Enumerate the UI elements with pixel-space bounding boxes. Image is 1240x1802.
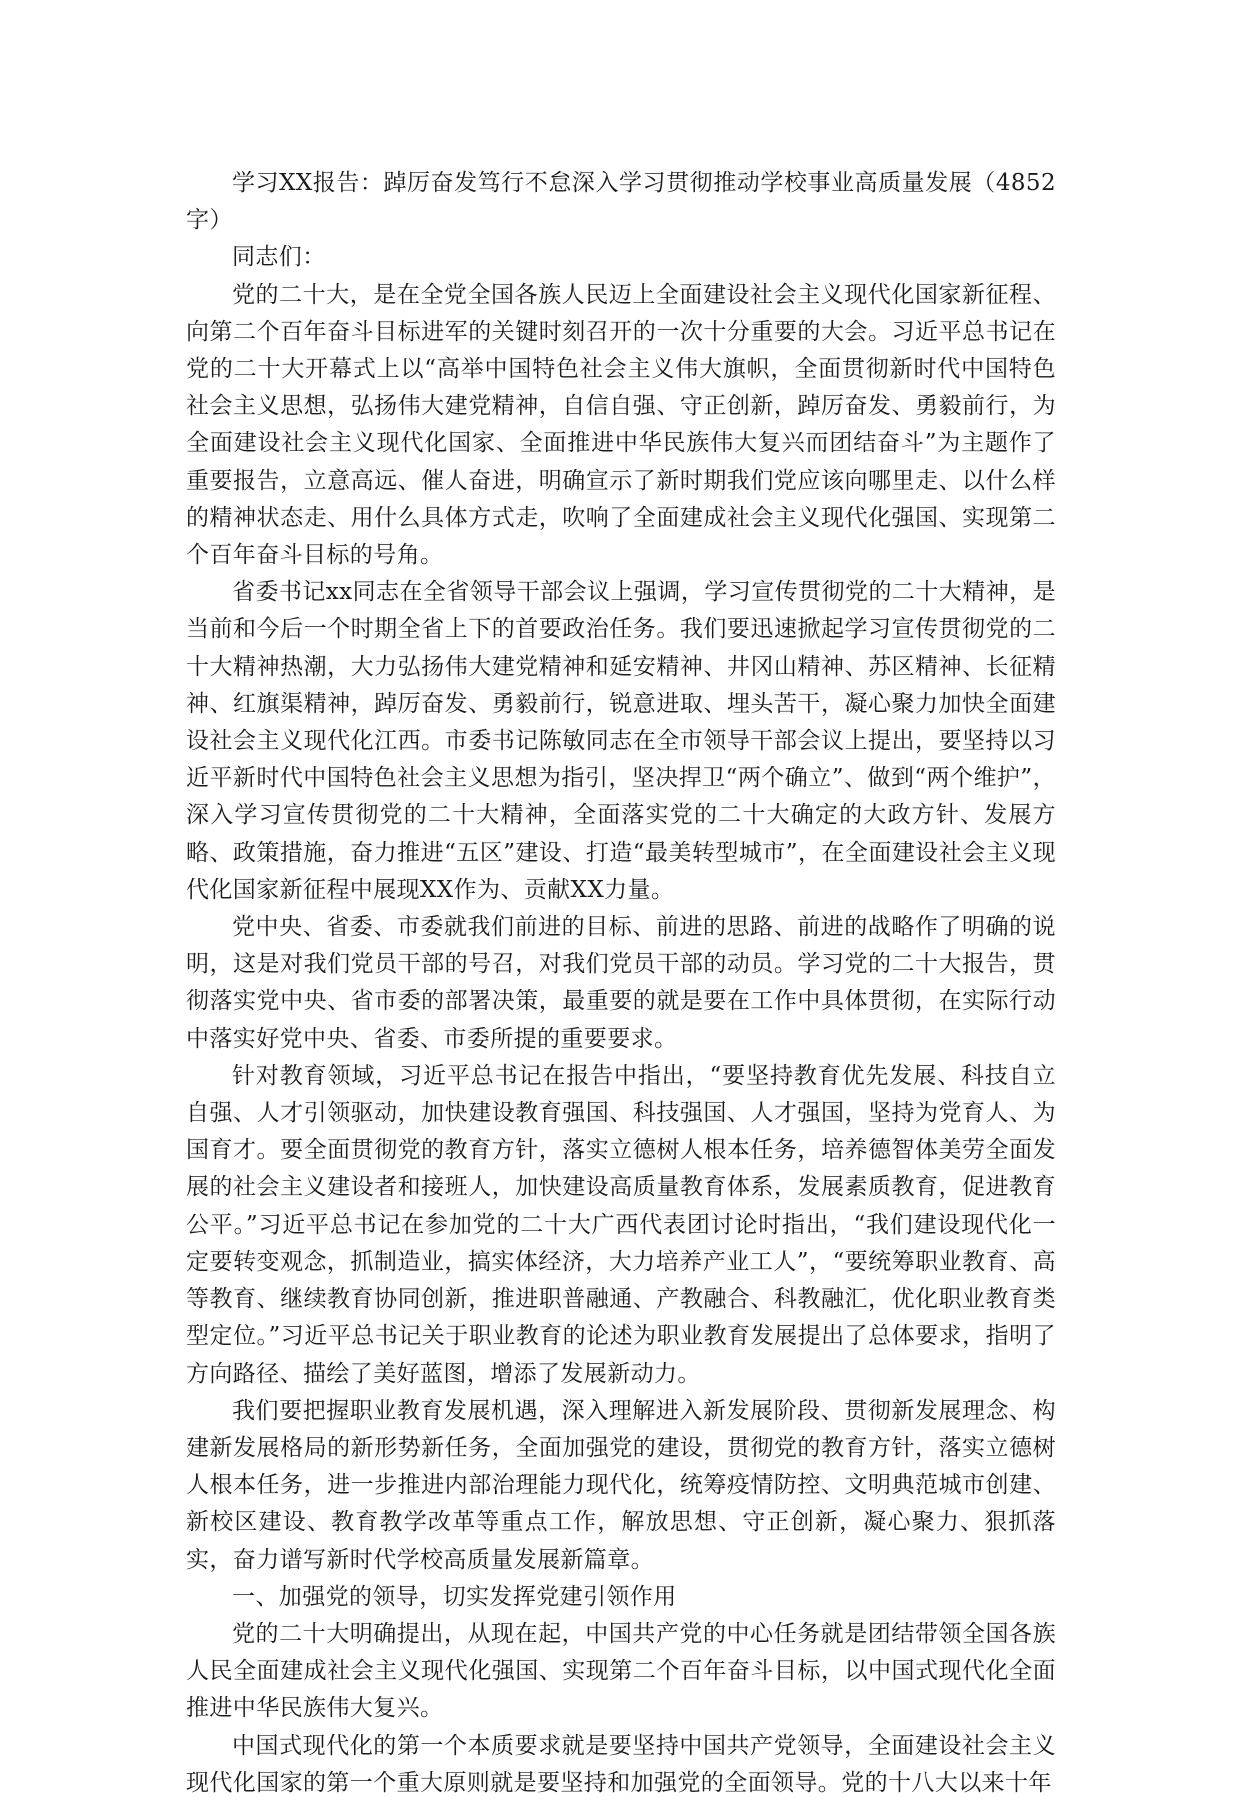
paragraph-6: 党的二十大明确提出，从现在起，中国共产党的中心任务就是团结带领全国各族人民全面建成社会主义现代化强国、实现第二个百年奋斗目标，以中国式现代化全面推进中华民族伟大复兴。 <box>186 1620 1056 1722</box>
paragraph-5: 我们要把握职业教育发展机遇，深入理解进入新发展阶段、贯彻新发展理念、构建新发展格局的新形势新任务，全面加强党的建设，贯彻党的教育方针，落实立德树人根本任务，进一步推进内部治理能力现代化，统筹疫情防控、文明典范城市创建、新校区建设、教育教学改革等重点工作，解放思想、守正创新，凝心聚力、狠抓落实，奋力谱写新时代学校高质量发展新篇章。 <box>186 1397 1056 1573</box>
paragraph-2: 省委书记xx同志在全省领导干部会议上强调，学习宣传贯彻党的二十大精神，是当前和今后一个时期全省上下的首要政治任务。我们要迅速掀起学习宣传贯彻党的二十大精神热潮，大力弘扬伟大建党精神和延安精神、井冈山精神、苏区精神、长征精神、红旗渠精神，踔厉奋发、勇毅前行，锐意进取、埋头苦干，凝心聚力加快全面建设社会主义现代化江西。市委书记陈敏同志在全市领导干部会议上提出，要坚持以习近平新时代中国特色社会主义思想为指引，坚决捍卫“两个确立”、做到“两个维护”，深入学习宣传贯彻党的二十大精神，全面落实党的二十大确定的大政方针、发展方略、政策措施，奋力推进“五区”建设、打造“最美转型城市”，在全面建设社会主义现代化国家新征程中展现XX作为、贡献XX力量。 <box>186 579 1056 903</box>
section-heading-1: 一、加强党的领导，切实发挥党建引领作用 <box>232 1583 677 1610</box>
paragraph-1: 党的二十大，是在全党全国各族人民迈上全面建设社会主义现代化国家新征程、向第二个百年奋斗目标进军的关键时刻召开的一次十分重要的大会。习近平总书记在党的二十大开幕式上以“高举中国特色社会主义伟大旗帜，全面贯彻新时代中国特色社会主义思想，弘扬伟大建党精神，自信自强、守正创新，踔厉奋发、勇毅前行，为全面建设社会主义现代化国家、全面推进中华民族伟大复兴而团结奋斗”为主题作了重要报告，立意高远、催人奋进，明确宣示了新时期我们党应该向哪里走、以什么样的精神状态走、用什么具体方式走，吹响了全面建成社会主义现代化强国、实现第二个百年奋斗目标的号角。 <box>186 281 1056 569</box>
salutation: 同志们： <box>232 244 326 271</box>
paragraph-4: 针对教育领域，习近平总书记在报告中指出，“要坚持教育优先发展、科技自立自强、人才引领驱动，加快建设教育强国、科技强国、人才强国，坚持为党育人、为国育才。要全面贯彻党的教育方针，落实立德树人根本任务，培养德智体美劳全面发展的社会主义建设者和接班人，加快建设高质量教育体系，发展素质教育，促进教育公平。”习近平总书记在参加党的二十大广西代表团讨论时指出，“我们建设现代化一定要转变观念，抓制造业，搞实体经济，大力培养产业工人”，“要统筹职业教育、高等教育、继续教育协同创新，推进职普融通、产教融合、科教融汇，优化职业教育类型定位。”习近平总书记关于职业教育的论述为职业教育发展提出了总体要求，指明了方向路径、描绘了美好蓝图，增添了发展新动力。 <box>186 1062 1056 1387</box>
document-body <box>186 165 1056 1802</box>
paragraph-7: 中国式现代化的第一个本质要求就是要坚持中国共产党领导，全面建设社会主义现代化国家的第一个重大原则就是要坚持和加强党的全面领导。党的十八大以来十年 <box>186 1732 1056 1796</box>
paragraph-3: 党中央、省委、市委就我们前进的目标、前进的思路、前进的战略作了明确的说明，这是对我们党员干部的号召，对我们党员干部的动员。学习党的二十大报告，贯彻落实党中央、省市委的部署决策，最重要的就是要在工作中具体贯彻，在实际行动中落实好党中央、省委、市委所提的重要要求。 <box>186 914 1056 1052</box>
document-title: 学习XX报告：踔厉奋发笃行不怠深入学习贯彻推动学校事业高质量发展（4852字） <box>186 170 1056 234</box>
